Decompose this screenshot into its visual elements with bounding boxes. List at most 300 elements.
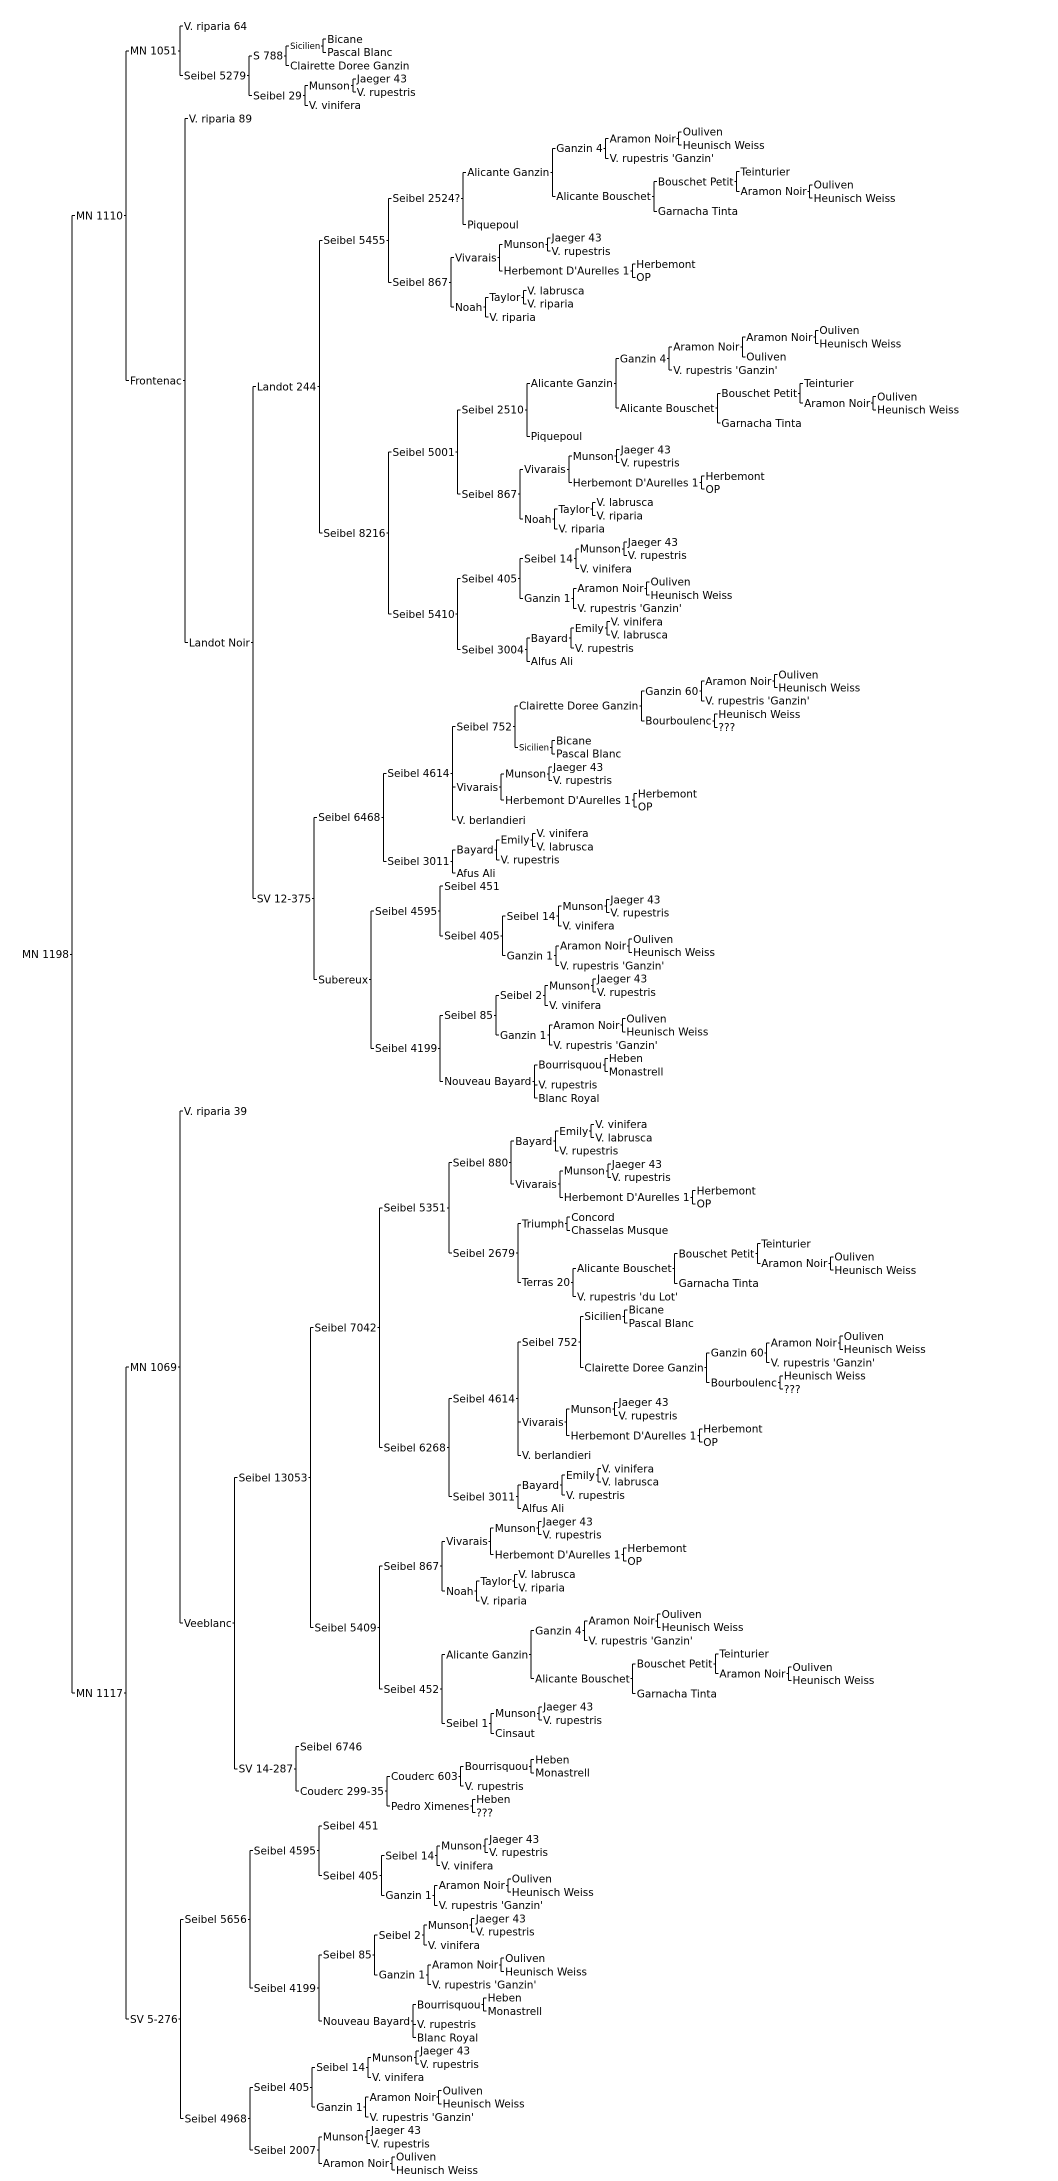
node-heunisch-weiss: Heunisch Weiss [783, 1370, 866, 1383]
node-munson: Munson [503, 239, 545, 252]
node-chasselas-musque: Chasselas Musque [571, 1225, 669, 1238]
node-alfus-ali: Alfus Ali [521, 1503, 565, 1516]
node-v-rupestris: V. rupestris [627, 550, 687, 563]
node-v-rupestris-du-lot: V. rupestris 'du Lot' [577, 1291, 678, 1304]
node-seibel-867: Seibel 867 [383, 1560, 440, 1573]
node-v-berlandieri: V. berlandieri [521, 1450, 592, 1463]
node-: ??? [718, 722, 736, 735]
node-jaeger-43: Jaeger 43 [620, 444, 671, 457]
node-v-vinifera: V. vinifera [549, 1000, 602, 1013]
node-v-riparia: V. riparia [558, 523, 605, 536]
node-ouliven: Ouliven [633, 933, 674, 946]
node-piquepoul: Piquepoul [530, 431, 583, 444]
node-seibel-13053: Seibel 13053 [238, 1472, 308, 1485]
node-seibel-451: Seibel 451 [322, 1820, 379, 1833]
node-munson: Munson [579, 543, 621, 556]
node-jaeger-43: Jaeger 43 [370, 2125, 421, 2138]
node-v-vinifera: V. vinifera [601, 1463, 655, 1476]
node-ouliven: Ouliven [626, 1013, 667, 1026]
node-seibel-14: Seibel 14 [506, 910, 556, 923]
node-v-labrusca: V. labrusca [518, 1569, 576, 1582]
node-concord: Concord [571, 1211, 615, 1224]
node-v-rupestris-ganzin: V. rupestris 'Ganzin' [432, 1979, 537, 1992]
node-ouliven: Ouliven [442, 2085, 483, 2098]
node-alicante-bouschet: Alicante Bouschet [619, 402, 715, 415]
node-herbemont: Herbemont [637, 788, 698, 801]
node-v-rupestris-ganzin: V. rupestris 'Ganzin' [553, 1039, 658, 1052]
node-v-vinifera: V. vinifera [610, 616, 663, 629]
node-ganzin-1: Ganzin 1 [378, 1969, 426, 1982]
node-bourrisquou: Bourrisquou [538, 1059, 602, 1072]
node-teinturier: Teinturier [740, 166, 790, 179]
node-ouliven: Ouliven [843, 1331, 884, 1344]
node-seibel-5455: Seibel 5455 [323, 235, 386, 248]
node-teinturier: Teinturier [719, 1648, 769, 1661]
node-seibel-4595: Seibel 4595 [375, 905, 438, 918]
node-couderc-603: Couderc 603 [390, 1771, 458, 1784]
node-heben: Heben [487, 1992, 522, 2005]
node-ganzin-1: Ganzin 1 [499, 1029, 547, 1042]
node-ganzin-4: Ganzin 4 [619, 353, 667, 366]
node-ganzin-1: Ganzin 1 [506, 950, 553, 963]
node-teinturier: Teinturier [804, 378, 854, 391]
node-vivarais: Vivarais [454, 252, 497, 265]
node-v-vinifera: V. vinifera [372, 2072, 425, 2085]
node-jaeger-43: Jaeger 43 [489, 1833, 540, 1846]
node-taylor: Taylor [480, 1575, 512, 1588]
node-alicante-bouschet: Alicante Bouschet [556, 191, 651, 204]
node-noah: Noah [524, 513, 552, 526]
node-mn-1051: MN 1051 [129, 45, 177, 58]
node-v-labrusca: V. labrusca [527, 285, 585, 298]
node-landot-noir: Landot Noir [188, 637, 250, 650]
node-heunisch-weiss: Heunisch Weiss [511, 1886, 594, 1899]
node-triumph: Triumph [521, 1218, 565, 1231]
node-bayard: Bayard [456, 844, 494, 857]
node-v-riparia: V. riparia [518, 1582, 565, 1595]
node-v-rupestris: V. rupestris [489, 1847, 549, 1860]
node-terras-20: Terras 20 [521, 1277, 571, 1290]
node-v-rupestris: V. rupestris [356, 86, 416, 99]
node-op: OP [696, 1198, 712, 1211]
node-ouliven: Ouliven [819, 325, 860, 338]
node-bicane: Bicane [628, 1304, 665, 1317]
node-munson: Munson [549, 980, 591, 993]
node-heunisch-weiss: Heunisch Weiss [661, 1622, 744, 1635]
node-herbemont-d-aurelles-1: Herbemont D'Aurelles 1 [572, 477, 699, 490]
node-ouliven: Ouliven [650, 576, 691, 589]
node-seibel-3011: Seibel 3011 [452, 1491, 515, 1504]
node-clairette-doree-ganzin: Clairette Doree Ganzin [584, 1362, 704, 1375]
node-v-rupestris: V. rupestris [500, 854, 560, 867]
node-v-riparia: V. riparia [480, 1595, 527, 1608]
node-aramon-noir: Aramon Noir [577, 583, 644, 596]
node-ganzin-1: Ganzin 1 [385, 1890, 432, 1903]
node-vivarais: Vivarais [515, 1178, 557, 1191]
node-herbemont-d-aurelles-1: Herbemont D'Aurelles 1 [503, 265, 630, 278]
node-seibel-8216: Seibel 8216 [323, 527, 386, 540]
node-monastrell: Monastrell [487, 2005, 543, 2018]
node-seibel-452: Seibel 452 [383, 1683, 440, 1696]
node-seibel-2679: Seibel 2679 [452, 1247, 515, 1260]
node-seibel-405: Seibel 405 [322, 1870, 379, 1883]
node-seibel-14: Seibel 14 [385, 1850, 435, 1863]
node-heunisch-weiss: Heunisch Weiss [505, 1966, 588, 1979]
node-blanc-royal: Blanc Royal [538, 1092, 600, 1105]
node-ouliven: Ouliven [792, 1661, 833, 1674]
node-garnacha-tinta: Garnacha Tinta [657, 206, 739, 219]
node-garnacha-tinta: Garnacha Tinta [721, 417, 802, 430]
node-v-rupestris: V. rupestris [610, 907, 670, 920]
node-munson: Munson [570, 1403, 612, 1416]
node-alicante-ganzin: Alicante Ganzin [446, 1649, 529, 1662]
node-garnacha-tinta: Garnacha Tinta [678, 1278, 759, 1291]
node-v-labrusca: V. labrusca [610, 629, 668, 642]
node-cinsaut: Cinsaut [495, 1728, 535, 1741]
node-sicilien: Sicilien [518, 743, 550, 754]
node-seibel-5656: Seibel 5656 [184, 1914, 247, 1927]
node-heunisch-weiss: Heunisch Weiss [792, 1675, 875, 1688]
node-alicante-bouschet: Alicante Bouschet [535, 1673, 630, 1686]
node-seibel-6468: Seibel 6468 [318, 812, 381, 825]
node-bouschet-petit: Bouschet Petit [678, 1248, 755, 1261]
node-pascal-blanc: Pascal Blanc [556, 748, 622, 761]
node-v-riparia: V. riparia [489, 311, 536, 324]
node-seibel-405: Seibel 405 [444, 930, 500, 943]
node-v-labrusca: V. labrusca [595, 1132, 653, 1145]
node-seibel-405: Seibel 405 [461, 573, 518, 586]
node-seibel-3004: Seibel 3004 [461, 644, 524, 657]
node-ganzin-60: Ganzin 60 [645, 685, 699, 698]
node-subereux: Subereux [318, 974, 369, 987]
node-heben: Heben [476, 1794, 511, 1807]
node-couderc-299-35: Couderc 299-35 [300, 1785, 384, 1798]
node-clairette-doree-ganzin: Clairette Doree Ganzin [518, 700, 639, 713]
node-emily: Emily [565, 1469, 595, 1482]
node-aramon-noir: Aramon Noir [438, 1880, 505, 1893]
node-heunisch-weiss: Heunisch Weiss [396, 2164, 478, 2177]
node-herbemont-d-aurelles-1: Herbemont D'Aurelles 1 [494, 1549, 621, 1562]
node-noah: Noah [446, 1585, 474, 1598]
node-ouliven: Ouliven [746, 351, 787, 364]
node-ouliven: Ouliven [505, 1953, 546, 1966]
node-ouliven: Ouliven [396, 2151, 437, 2164]
node-seibel-4614: Seibel 4614 [452, 1393, 515, 1406]
node-ganzin-1: Ganzin 1 [316, 2101, 363, 2114]
node-heben: Heben [608, 1053, 643, 1066]
node-landot-244: Landot 244 [256, 381, 317, 394]
node-alicante-ganzin: Alicante Ganzin [467, 167, 550, 180]
node-: ??? [476, 1807, 493, 1820]
node-ganzin-60: Ganzin 60 [710, 1347, 764, 1360]
node-v-riparia: V. riparia [527, 298, 574, 311]
node-seibel-867: Seibel 867 [392, 277, 448, 290]
node-seibel-2: Seibel 2 [378, 1929, 421, 1942]
node-: ??? [783, 1383, 801, 1396]
node-veeblanc: Veeblanc [183, 1618, 232, 1631]
node-v-vinifera: V. vinifera [579, 563, 633, 576]
node-jaeger-43: Jaeger 43 [542, 1516, 593, 1529]
node-pascal-blanc: Pascal Blanc [327, 47, 393, 60]
node-vivarais: Vivarais [446, 1536, 488, 1549]
node-jaeger-43: Jaeger 43 [618, 1397, 669, 1410]
node-v-labrusca: V. labrusca [601, 1476, 660, 1489]
node-v-rupestris-ganzin: V. rupestris 'Ganzin' [588, 1635, 693, 1648]
node-bicane: Bicane [327, 34, 363, 47]
node-sicilien: Sicilien [584, 1311, 622, 1324]
node-v-rupestris: V. rupestris [370, 2138, 430, 2151]
node-bouschet-petit: Bouschet Petit [657, 176, 734, 189]
node-op: OP [637, 801, 653, 814]
node-heunisch-weiss: Heunisch Weiss [633, 947, 715, 960]
node-v-rupestris-ganzin: V. rupestris 'Ganzin' [577, 603, 682, 616]
node-heunisch-weiss: Heunisch Weiss [843, 1344, 926, 1357]
node-seibel-2510: Seibel 2510 [461, 404, 524, 417]
node-aramon-noir: Aramon Noir [705, 675, 772, 688]
node-jaeger-43: Jaeger 43 [543, 1701, 594, 1714]
node-aramon-noir: Aramon Noir [740, 186, 807, 199]
node-blanc-royal: Blanc Royal [417, 2032, 479, 2045]
node-herbemont-d-aurelles-1: Herbemont D'Aurelles 1 [563, 1192, 690, 1205]
node-seibel-2524: Seibel 2524? [392, 193, 461, 206]
node-v-labrusca: V. labrusca [536, 841, 594, 854]
node-munson: Munson [427, 1919, 469, 1932]
node-aramon-noir: Aramon Noir [719, 1668, 786, 1681]
node-seibel-5409: Seibel 5409 [314, 1622, 377, 1635]
node-bayard: Bayard [521, 1479, 560, 1492]
node-bayard: Bayard [515, 1135, 553, 1148]
node-bourboulenc: Bourboulenc [645, 715, 712, 728]
node-afus-ali: Afus Ali [456, 867, 496, 880]
node-herbemont: Herbemont [636, 259, 696, 272]
node-op: OP [636, 272, 651, 285]
node-taylor: Taylor [489, 292, 521, 305]
node-v-vinifera: V. vinifera [536, 828, 589, 841]
node-heunisch-weiss: Heunisch Weiss [819, 338, 902, 351]
node-munson: Munson [441, 1840, 483, 1853]
node-jaeger-43: Jaeger 43 [610, 894, 661, 907]
node-garnacha-tinta: Garnacha Tinta [636, 1688, 717, 1701]
node-aramon-noir: Aramon Noir [322, 2158, 390, 2171]
node-v-rupestris: V. rupestris [618, 1410, 678, 1423]
node-munson: Munson [562, 900, 604, 913]
node-bourrisquou: Bourrisquou [464, 1761, 529, 1774]
node-op: OP [705, 483, 721, 496]
node-munson: Munson [563, 1165, 605, 1178]
node-ganzin-4: Ganzin 4 [556, 143, 603, 156]
node-frontenac: Frontenac [129, 375, 182, 388]
node-jaeger-43: Jaeger 43 [627, 536, 678, 549]
node-heunisch-weiss: Heunisch Weiss [650, 589, 733, 602]
node-v-vinifera: V. vinifera [308, 100, 361, 113]
node-v-vinifera: V. vinifera [562, 920, 615, 933]
node-munson: Munson [505, 768, 547, 781]
node-piquepoul: Piquepoul [467, 219, 519, 232]
node-v-rupestris-ganzin: V. rupestris 'Ganzin' [559, 960, 665, 973]
node-aramon-noir: Aramon Noir [761, 1258, 828, 1271]
node-jaeger-43: Jaeger 43 [419, 2045, 471, 2058]
node-seibel-4614: Seibel 4614 [387, 768, 450, 781]
node-munson: Munson [322, 2131, 364, 2144]
node-op: OP [703, 1436, 718, 1449]
node-vivarais: Vivarais [521, 1417, 564, 1430]
node-op: OP [627, 1555, 643, 1568]
node-v-rupestris: V. rupestris [597, 986, 656, 999]
node-s-788: S 788 [253, 50, 284, 63]
node-heben: Heben [535, 1754, 570, 1767]
node-seibel-6268: Seibel 6268 [383, 1442, 446, 1455]
node-seibel-2: Seibel 2 [499, 990, 543, 1003]
node-seibel-5410: Seibel 5410 [392, 608, 455, 621]
node-heunisch-weiss: Heunisch Weiss [877, 404, 960, 417]
node-bouschet-petit: Bouschet Petit [721, 388, 798, 401]
node-v-rupestris-ganzin: V. rupestris 'Ganzin' [673, 364, 778, 377]
node-ganzin-4: Ganzin 4 [535, 1625, 582, 1638]
node-munson: Munson [494, 1522, 536, 1535]
node-ganzin-1: Ganzin 1 [524, 593, 571, 606]
node-v-rupestris: V. rupestris [475, 1926, 535, 1939]
node-mn-1110: MN 1110 [75, 210, 123, 223]
node-aramon-noir: Aramon Noir [673, 341, 740, 354]
node-noah: Noah [454, 302, 483, 315]
node-v-rupestris: V. rupestris [542, 1529, 602, 1542]
node-v-rupestris: V. rupestris [620, 457, 680, 470]
node-vivarais: Vivarais [524, 464, 566, 477]
node-seibel-4199: Seibel 4199 [375, 1043, 438, 1056]
node-munson: Munson [372, 2052, 413, 2065]
node-aramon-noir: Aramon Noir [588, 1615, 655, 1628]
node-v-rupestris: V. rupestris [611, 1172, 671, 1185]
node-pascal-blanc: Pascal Blanc [628, 1317, 694, 1330]
node-v-riparia-64: V. riparia 64 [183, 20, 248, 33]
node-v-rupestris-ganzin: V. rupestris 'Ganzin' [438, 1900, 544, 1913]
node-seibel-4595: Seibel 4595 [253, 1845, 316, 1858]
node-v-labrusca: V. labrusca [596, 497, 654, 510]
node-seibel-14: Seibel 14 [524, 553, 573, 566]
node-v-rupestris-ganzin: V. rupestris 'Ganzin' [705, 695, 810, 708]
node-pedro-ximenes: Pedro Ximenes [390, 1800, 470, 1813]
node-nouveau-bayard: Nouveau Bayard [322, 2015, 411, 2028]
node-clairette-doree-ganzin: Clairette Doree Ganzin [290, 60, 410, 73]
node-bourrisquou: Bourrisquou [417, 1999, 481, 2012]
node-ouliven: Ouliven [877, 391, 918, 404]
node-ouliven: Ouliven [661, 1608, 702, 1621]
node-alicante-ganzin: Alicante Ganzin [530, 378, 613, 391]
node-jaeger-43: Jaeger 43 [611, 1158, 662, 1171]
node-heunisch-weiss: Heunisch Weiss [813, 192, 896, 205]
node-heunisch-weiss: Heunisch Weiss [682, 139, 765, 152]
node-emily: Emily [574, 622, 604, 635]
node-jaeger-43: Jaeger 43 [597, 973, 648, 986]
node-munson: Munson [308, 80, 350, 93]
node-monastrell: Monastrell [535, 1767, 590, 1780]
node-alfus-ali: Alfus Ali [530, 656, 574, 669]
node-jaeger-43: Jaeger 43 [553, 761, 604, 774]
node-vivarais: Vivarais [456, 781, 499, 794]
node-v-vinifera: V. vinifera [427, 1939, 480, 1952]
node-v-rupestris-ganzin: V. rupestris 'Ganzin' [609, 153, 714, 166]
node-ouliven: Ouliven [682, 126, 723, 139]
node-v-vinifera: V. vinifera [441, 1860, 494, 1873]
node-sv-12-375: SV 12-375 [256, 893, 312, 906]
node-sicilien: Sicilien [290, 41, 321, 52]
node-seibel-14: Seibel 14 [316, 2062, 366, 2075]
node-aramon-noir: Aramon Noir [609, 133, 676, 146]
node-seibel-4199: Seibel 4199 [253, 1982, 316, 1995]
node-seibel-5351: Seibel 5351 [383, 1202, 446, 1215]
node-seibel-7042: Seibel 7042 [314, 1322, 377, 1335]
node-nouveau-bayard: Nouveau Bayard [444, 1076, 532, 1089]
node-heunisch-weiss: Heunisch Weiss [778, 682, 861, 695]
node-herbemont: Herbemont [703, 1423, 763, 1436]
node-bouschet-petit: Bouschet Petit [636, 1658, 713, 1671]
node-seibel-752: Seibel 752 [456, 721, 512, 734]
node-jaeger-43: Jaeger 43 [475, 1913, 526, 1926]
node-seibel-1: Seibel 1 [446, 1718, 489, 1731]
node-sv-14-287: SV 14-287 [238, 1763, 294, 1776]
node-aramon-noir: Aramon Noir [770, 1337, 837, 1350]
node-v-rupestris-ganzin: V. rupestris 'Ganzin' [369, 2111, 474, 2124]
node-v-rupestris-ganzin: V. rupestris 'Ganzin' [770, 1357, 876, 1370]
node-seibel-867: Seibel 867 [461, 488, 518, 501]
node-v-rupestris: V. rupestris [553, 775, 612, 788]
node-herbemont: Herbemont [627, 1542, 687, 1555]
node-aramon-noir: Aramon Noir [432, 1959, 499, 1972]
node-herbemont-d-aurelles-1: Herbemont D'Aurelles 1 [570, 1430, 697, 1443]
node-mn-1198: MN 1198 [22, 949, 69, 962]
node-aramon-noir: Aramon Noir [369, 2091, 436, 2104]
node-munson: Munson [572, 450, 614, 463]
node-bicane: Bicane [556, 735, 592, 748]
node-heunisch-weiss: Heunisch Weiss [626, 1026, 709, 1039]
node-seibel-85: Seibel 85 [444, 1010, 493, 1023]
node-bayard: Bayard [530, 632, 568, 645]
node-jaeger-43: Jaeger 43 [356, 73, 407, 86]
node-v-vinifera: V. vinifera [595, 1119, 648, 1132]
node-alicante-bouschet: Alicante Bouschet [577, 1263, 672, 1276]
node-v-rupestris: V. rupestris [417, 2019, 476, 2032]
node-ouliven: Ouliven [778, 669, 819, 682]
node-heunisch-weiss: Heunisch Weiss [442, 2098, 525, 2111]
node-ouliven: Ouliven [834, 1251, 875, 1264]
node-ouliven: Ouliven [511, 1873, 552, 1886]
node-sv-5-276: SV 5-276 [129, 2013, 178, 2026]
node-herbemont: Herbemont [696, 1185, 756, 1198]
node-herbemont: Herbemont [705, 470, 765, 483]
node-seibel-4968: Seibel 4968 [184, 2113, 247, 2126]
node-v-rupestris: V. rupestris [559, 1145, 619, 1158]
node-emily: Emily [500, 834, 530, 847]
node-mn-1117: MN 1117 [75, 1687, 123, 1700]
node-v-rupestris: V. rupestris [565, 1489, 625, 1502]
node-mn-1069: MN 1069 [129, 1362, 177, 1375]
node-v-rupestris: V. rupestris [464, 1780, 524, 1793]
node-ouliven: Ouliven [813, 179, 854, 192]
node-monastrell: Monastrell [608, 1066, 664, 1079]
node-herbemont-d-aurelles-1: Herbemont D'Aurelles 1 [505, 795, 631, 808]
node-seibel-29: Seibel 29 [253, 90, 302, 103]
node-bourboulenc: Bourboulenc [710, 1377, 777, 1390]
node-aramon-noir: Aramon Noir [559, 940, 627, 953]
node-v-riparia: V. riparia [596, 510, 643, 523]
node-seibel-2007: Seibel 2007 [253, 2144, 316, 2157]
node-seibel-5279: Seibel 5279 [183, 70, 247, 83]
node-heunisch-weiss: Heunisch Weiss [834, 1264, 917, 1277]
node-seibel-752: Seibel 752 [521, 1336, 578, 1349]
node-aramon-noir: Aramon Noir [553, 1019, 620, 1032]
node-seibel-3011: Seibel 3011 [387, 856, 450, 869]
node-jaeger-43: Jaeger 43 [551, 232, 602, 245]
